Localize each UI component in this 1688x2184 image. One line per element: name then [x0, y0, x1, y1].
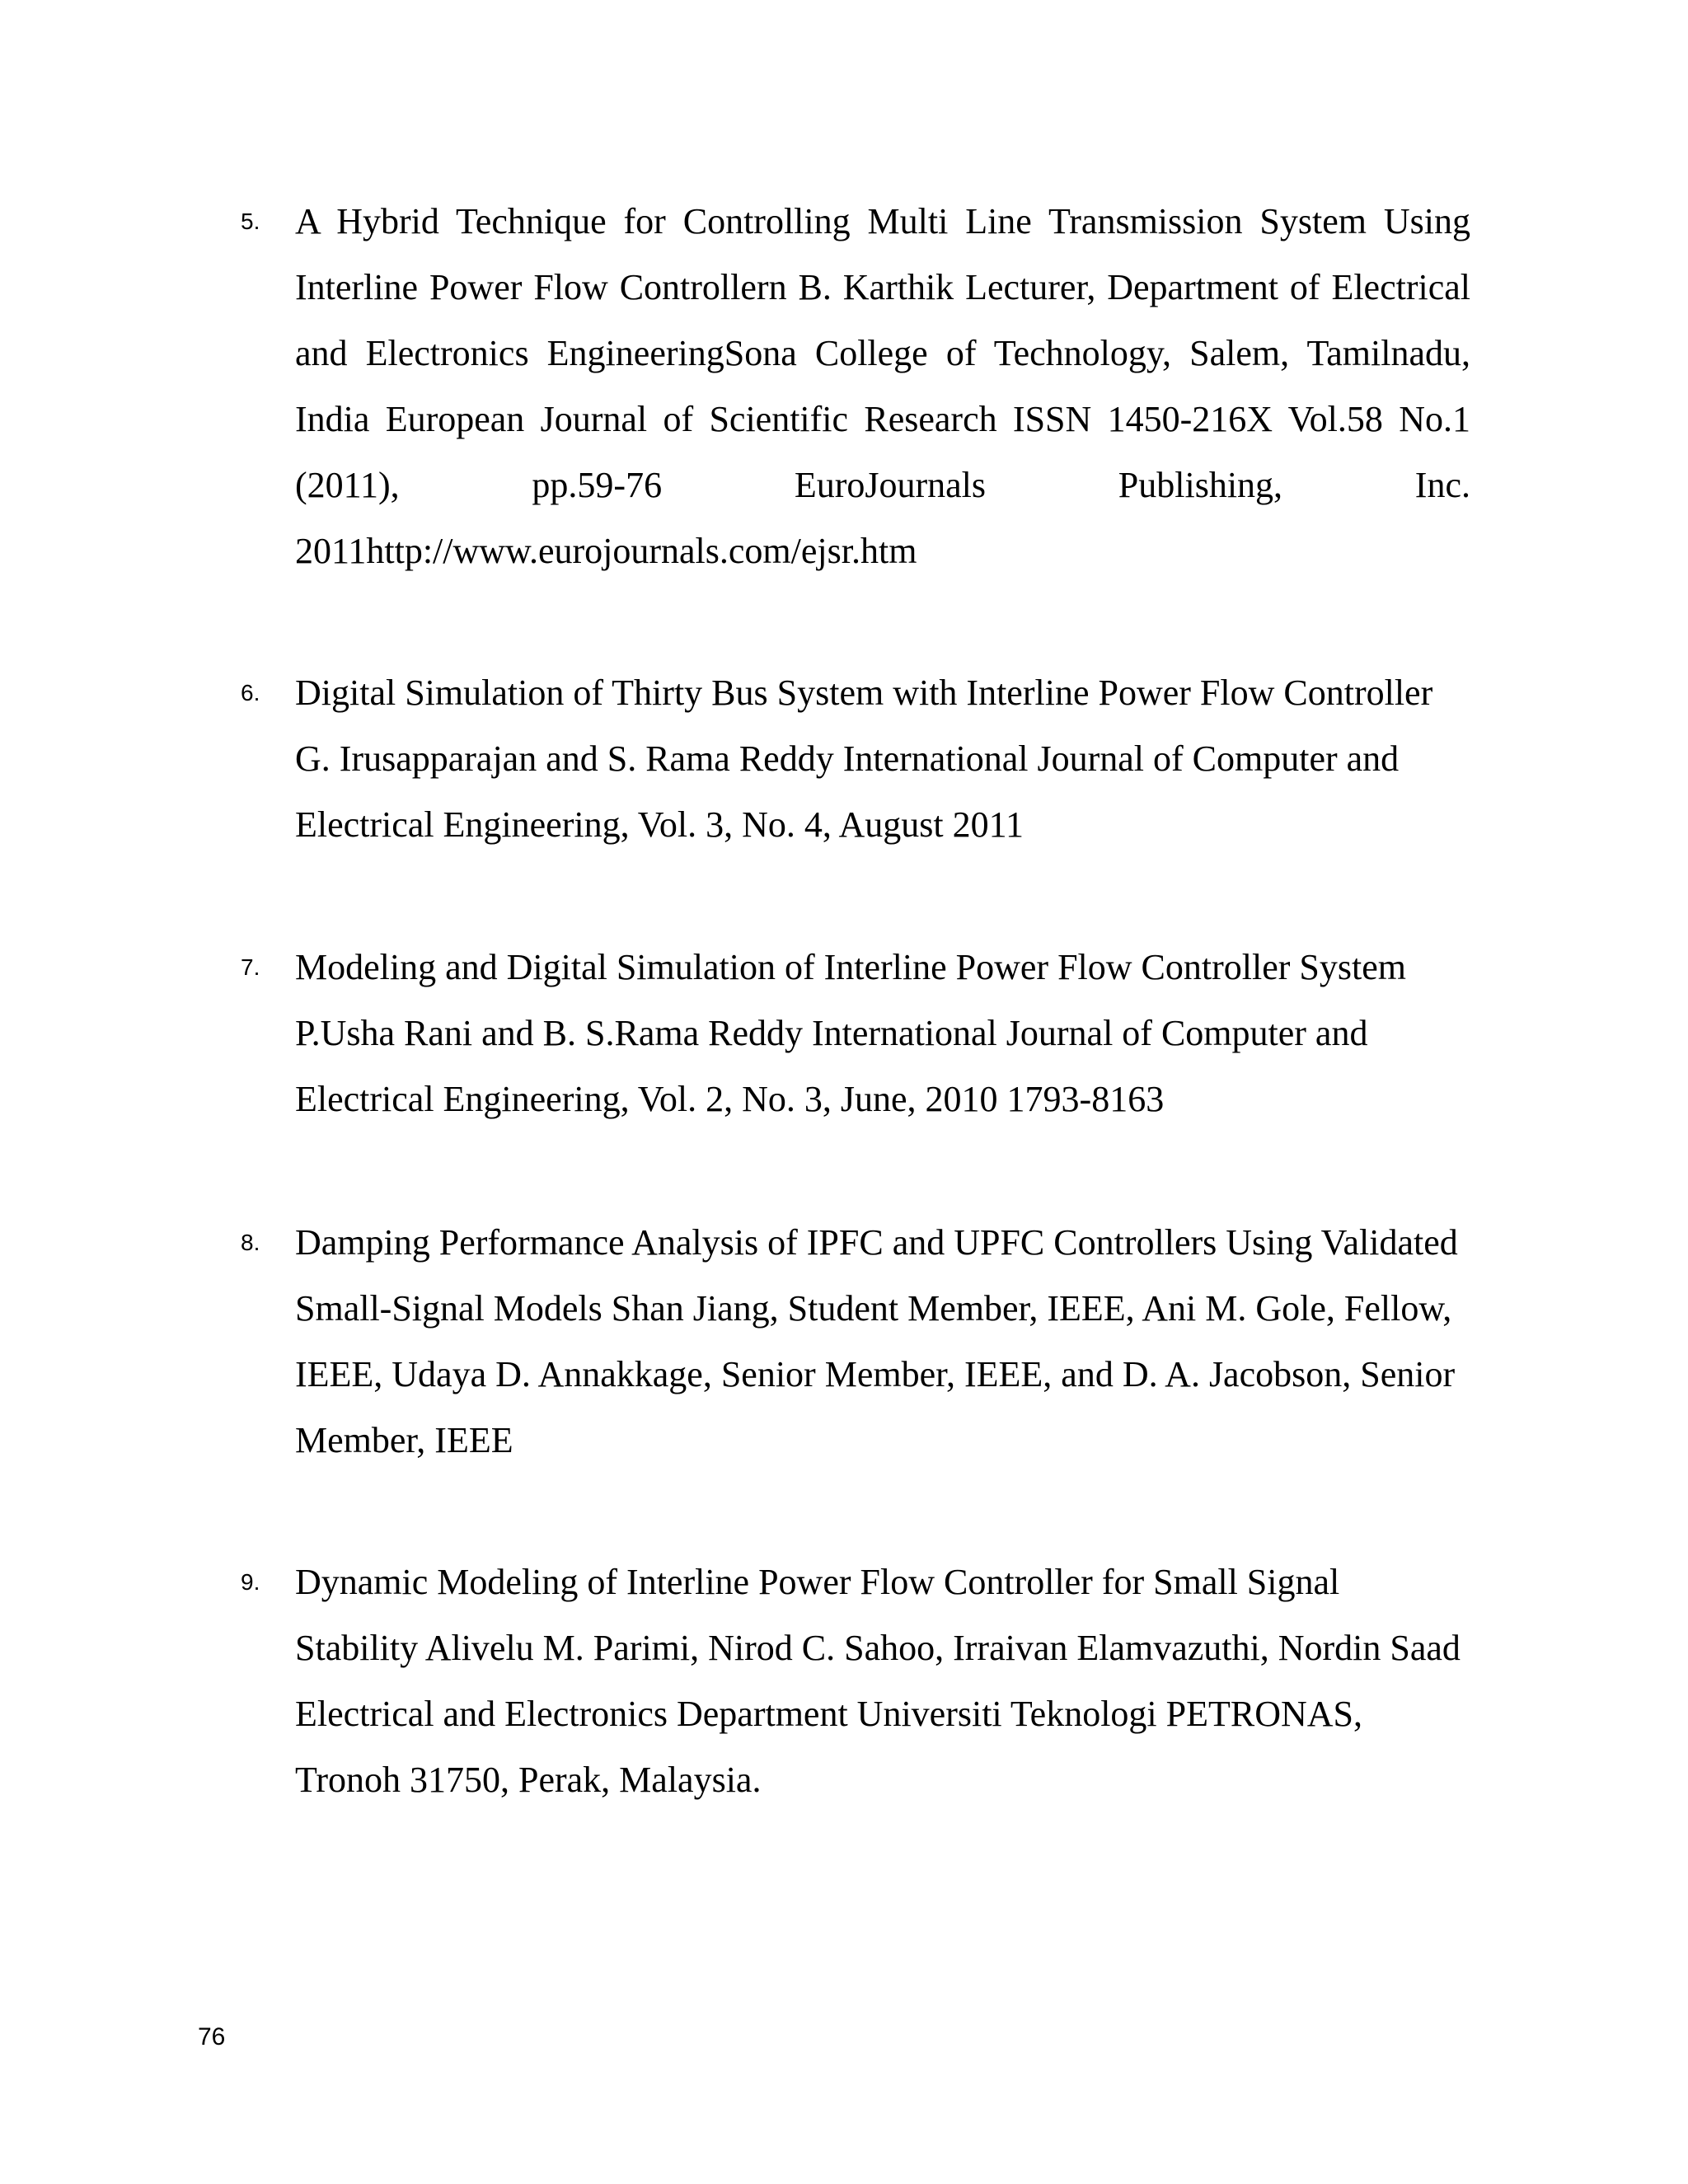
reference-number: 9. [241, 1569, 260, 1595]
reference-text: A Hybrid Technique for Controlling Multi Line Transmission System Using Interline Power Flow Controllern B. Karthik Lecturer, Department of Electrical and Electronics EngineeringSona College of Technology, Salem, Tamilnadu, India European Journal of Scientific Research ISSN 1450-216X Vol.58 No.1 (2011), pp.59-76 EuroJournals Publishing, Inc. 2011http://www.eurojournals.com/ejsr.htm [295, 201, 1470, 571]
reference-number: 8. [241, 1230, 260, 1255]
reference-number: 6. [241, 680, 260, 705]
reference-number: 7. [241, 954, 260, 980]
reference-text: Digital Simulation of Thirty Bus System with Interline Power Flow Controller G. Irusapparajan and S. Rama Reddy International Journal of Computer and Electrical Engineering, Vol. 3, No. 4, August 2011 [295, 673, 1433, 845]
reference-text: Modeling and Digital Simulation of Interline Power Flow Controller System P.Usha Rani and B. S.Rama Reddy International Journal of Computer and Electrical Engineering, Vol. 2, No. 3, June, 2010 1793-8163 [295, 947, 1406, 1119]
reference-text: Dynamic Modeling of Interline Power Flow Controller for Small Signal Stability Alivelu M. Parimi, Nirod C. Sahoo, Irraivan Elamvazuthi, Nordin Saad Electrical and Electronics Department Universiti Teknologi PETRONAS, Tronoh 31750, Perak, Malaysia. [295, 1562, 1461, 1800]
reference-number: 5. [241, 209, 260, 234]
reference-text: Damping Performance Analysis of IPFC and UPFC Controllers Using Validated Small-Signal Models Shan Jiang, Student Member, IEEE, Ani M. Gole, Fellow, IEEE, Udaya D. Annakkage, Senior Member, IEEE, and D. A. Jacobson, Senior Member, IEEE [295, 1222, 1458, 1460]
page-number: 76 [198, 2023, 226, 2050]
